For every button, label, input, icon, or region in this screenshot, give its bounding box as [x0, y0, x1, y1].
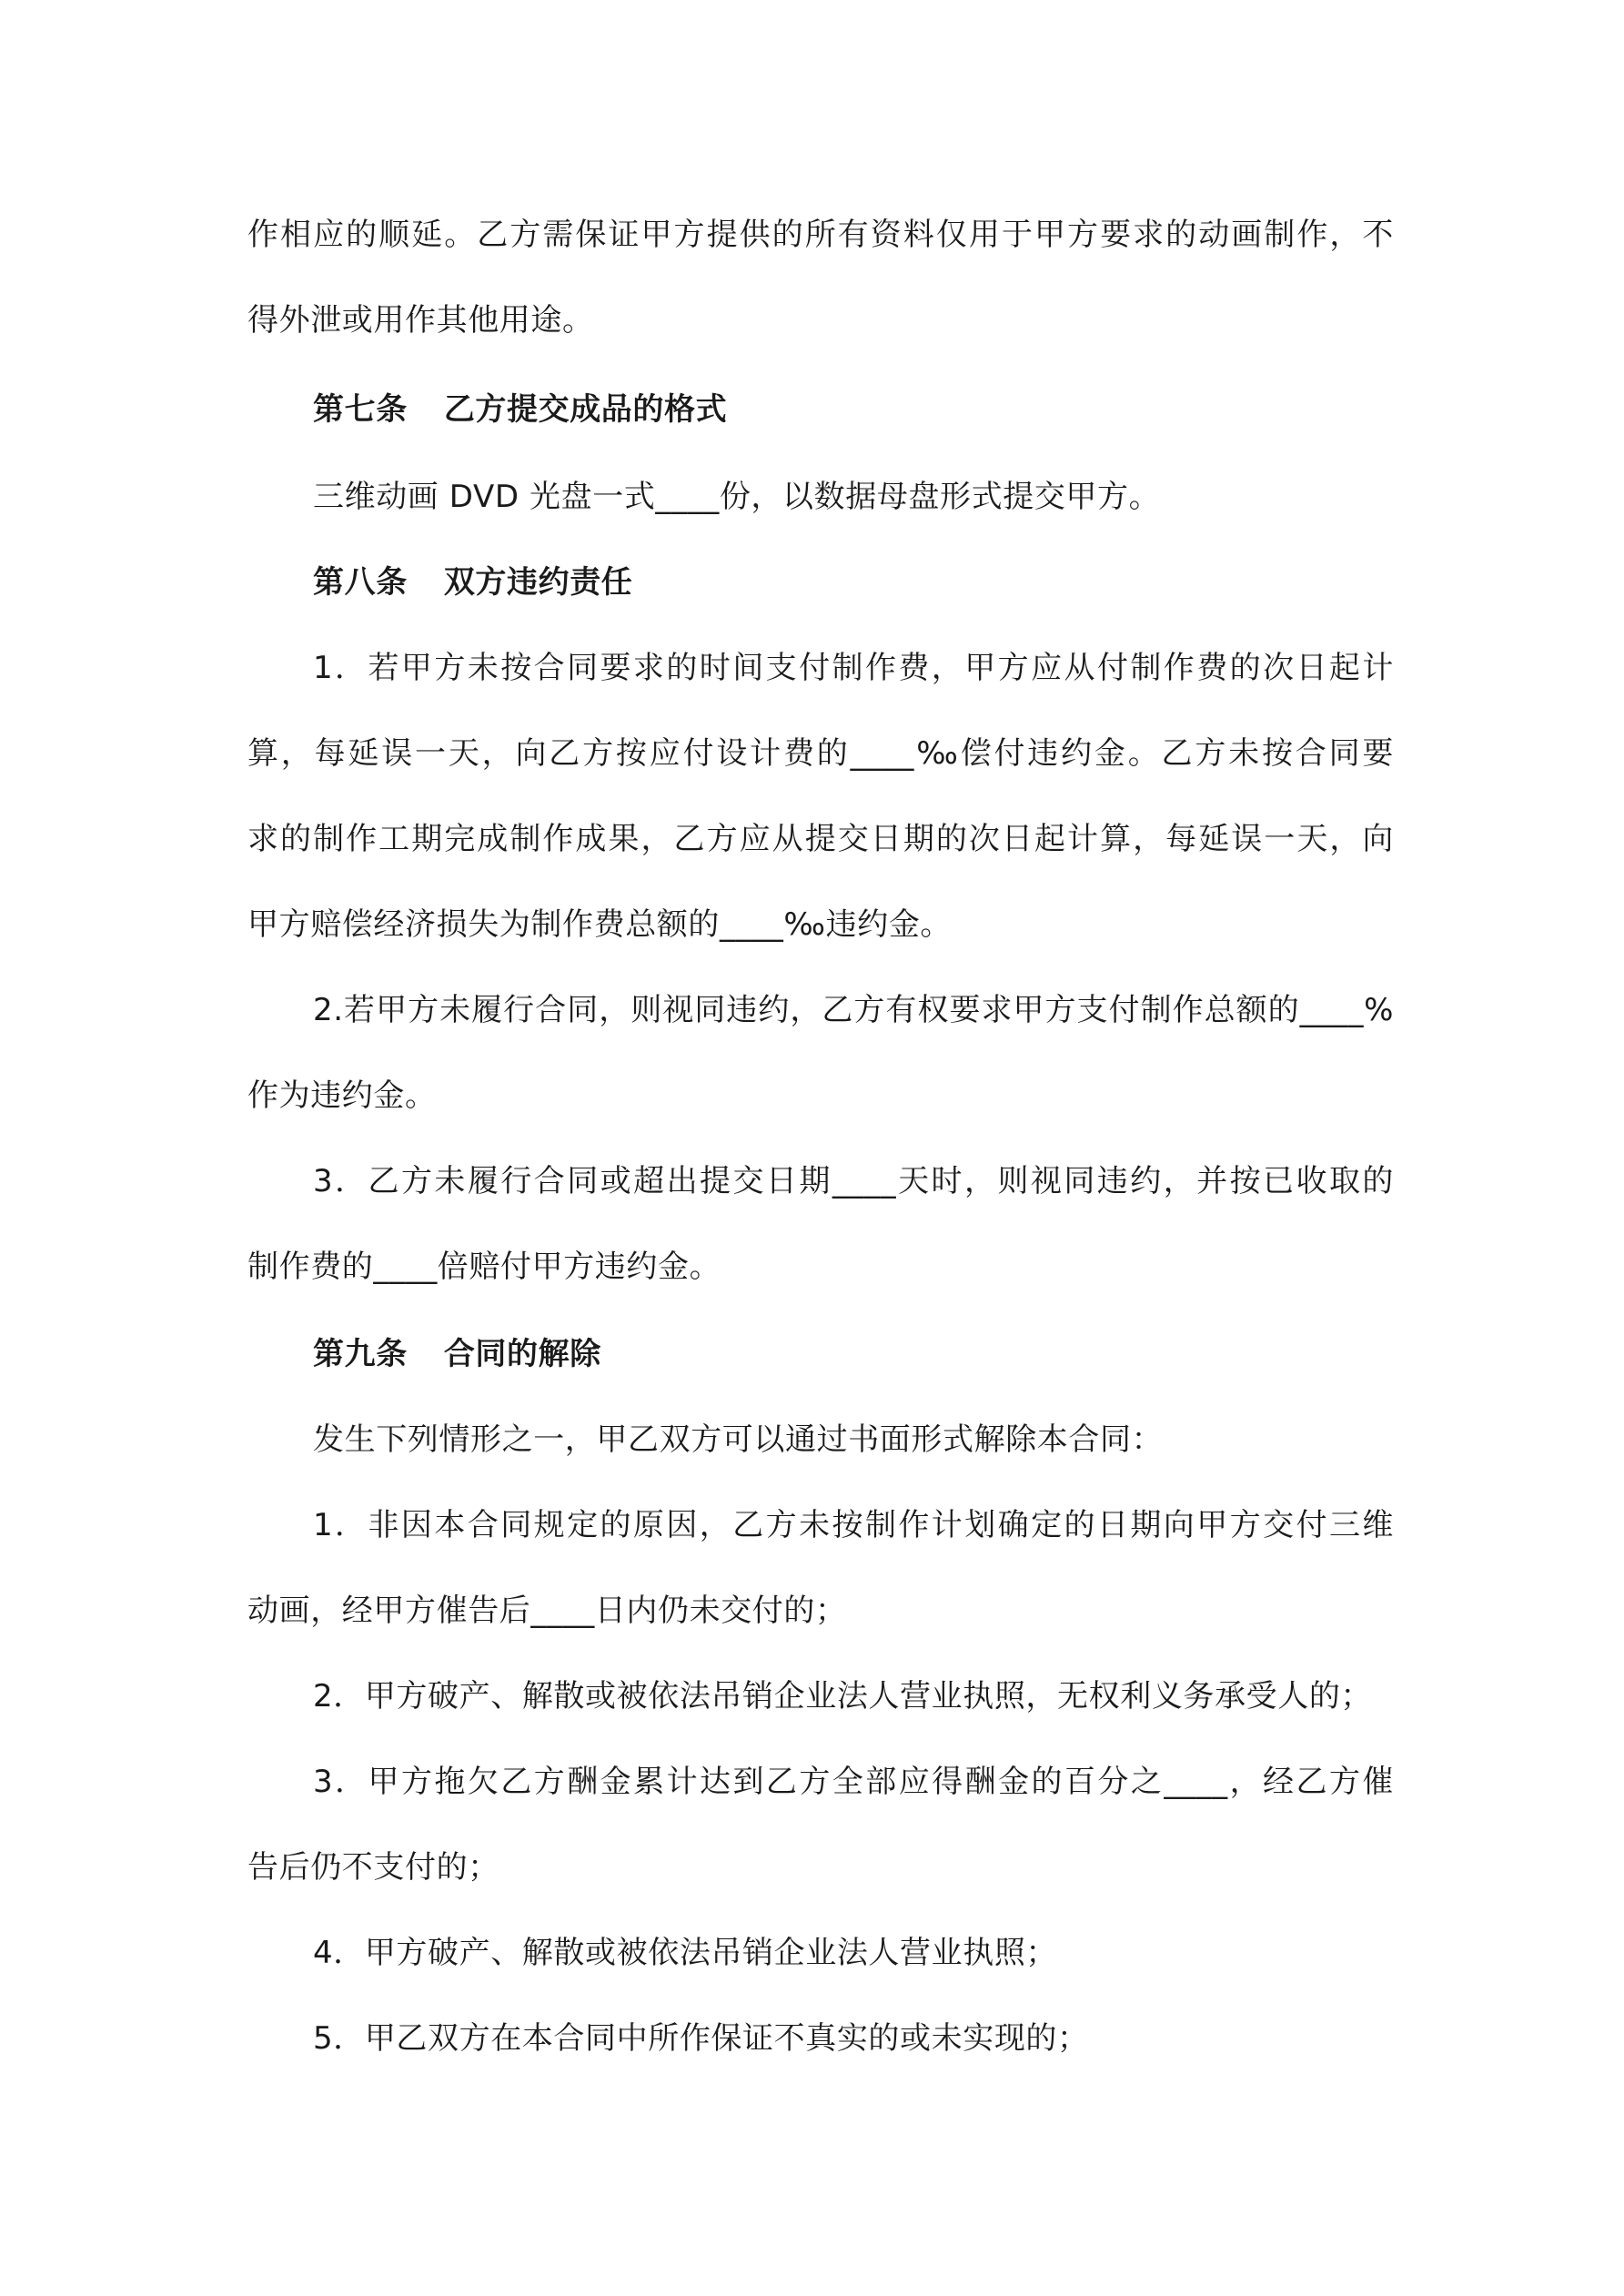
- paragraph-line: 1．非因本合同规定的原因，乙方未按制作计划确定的日期向甲方交付三维: [313, 1507, 1394, 1543]
- paragraph-line: 动画，经甲方催告后____日内仍未交付的；: [247, 1593, 847, 1629]
- paragraph-line: 告后仍不支付的；: [247, 1849, 499, 1886]
- paragraph-line: 甲方赔偿经济损失为制作费总额的____‰违约金。: [247, 906, 953, 943]
- paragraph-line: 3．乙方未履行合同或超出提交日期____天时，则视同违约，并按已收取的: [313, 1163, 1394, 1199]
- article-number: 第七条: [313, 391, 408, 428]
- article-heading-7: [313, 389, 1394, 430]
- paragraph-line: 作为违约金。: [247, 1077, 437, 1114]
- article-heading-8: [313, 562, 1394, 602]
- paragraph-line: 2.若甲方未履行合同，则视同违约，乙方有权要求甲方支付制作总额的____%: [313, 992, 1394, 1028]
- paragraph-line: 作相应的顺延。乙方需保证甲方提供的所有资料仅用于甲方要求的动画制作，不: [247, 217, 1394, 253]
- paragraph-line: 算，每延误一天，向乙方按应付设计费的____‰偿付违约金。乙方未按合同要: [247, 735, 1394, 772]
- article-number: 第九条: [313, 1336, 408, 1372]
- paragraph-line: 5．甲乙双方在本合同中所作保证不真实的或未实现的；: [313, 2020, 1089, 2057]
- paragraph-line: 3．甲方拖欠乙方酬金累计达到乙方全部应得酬金的百分之____，经乙方催: [313, 1764, 1394, 1800]
- paragraph-line: 得外泄或用作其他用途。: [247, 302, 594, 339]
- paragraph-line: 发生下列情形之一，甲乙双方可以通过书面形式解除本合同：: [313, 1421, 1164, 1458]
- article-heading-9: [313, 1334, 1394, 1374]
- paragraph-line: 2．甲方破产、解散或被依法吊销企业法人营业执照，无权利义务承受人的；: [313, 1678, 1373, 1714]
- article-title: 合同的解除: [443, 1336, 601, 1372]
- paragraph-line: 4．甲方破产、解散或被依法吊销企业法人营业执照；: [313, 1935, 1058, 1971]
- article-number: 第八条: [313, 564, 408, 601]
- article-title: 双方违约责任: [443, 564, 633, 601]
- paragraph-line: 1．若甲方未按合同要求的时间支付制作费，甲方应从付制作费的次日起计: [313, 650, 1394, 686]
- paragraph-line: 三维动画 DVD 光盘一式____份，以数据母盘形式提交甲方。: [313, 479, 1161, 515]
- paragraph-line: 制作费的____倍赔付甲方违约金。: [247, 1249, 721, 1285]
- article-title: 乙方提交成品的格式: [443, 391, 728, 428]
- paragraph-line: 求的制作工期完成制作成果，乙方应从提交日期的次日起计算，每延误一天，向: [247, 821, 1394, 857]
